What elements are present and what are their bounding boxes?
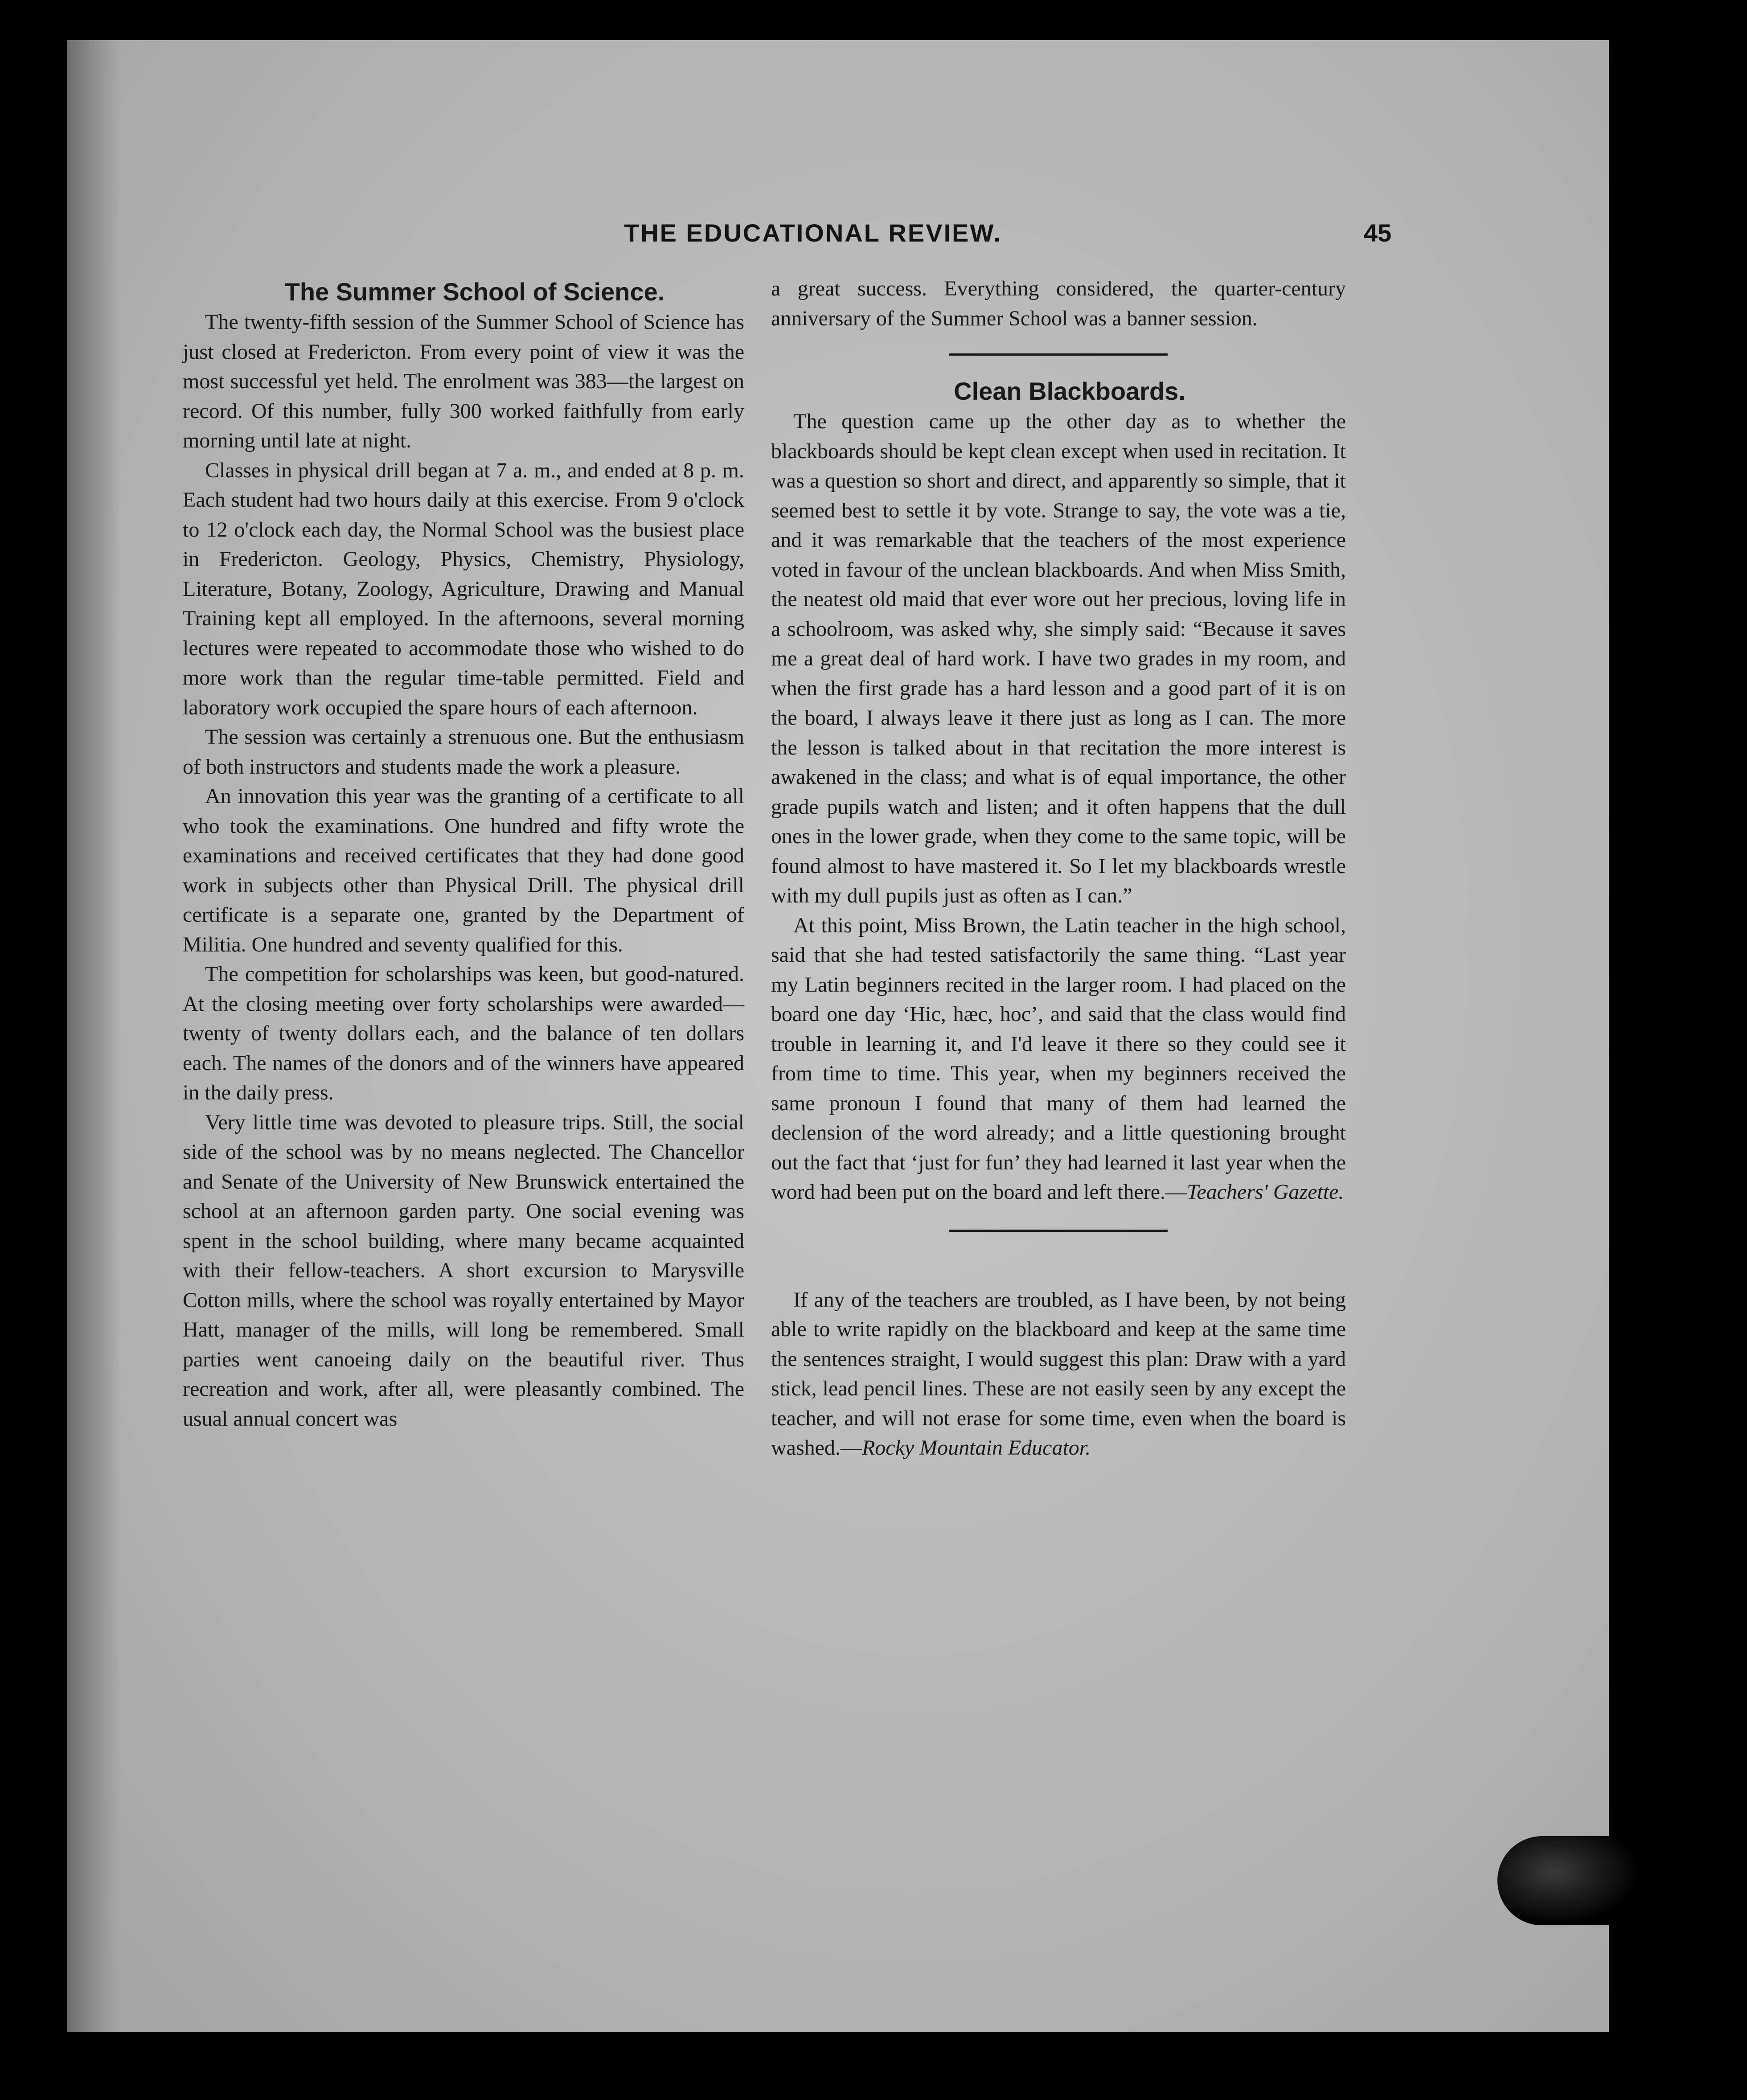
paragraph [771, 1285, 1346, 1463]
source-citation: Rocky Mountain Educator. [861, 1436, 1091, 1460]
paragraph [771, 911, 1346, 1207]
right-column [771, 274, 1346, 1463]
scanner-thumb-shadow [1497, 1836, 1640, 1925]
section-divider [949, 353, 1168, 356]
article-title-summer-school: The Summer School of Science. [284, 278, 665, 306]
paragraph: Classes in physical drill began at 7 a. m., and ended at 8 p. m. Each student had two hours daily at this exercise. From 9 o'clock to 12 o'clock each day, the Normal School was the busiest place in Fredericton. Geology, Physics, Chemistry, Physiology, Literature, Botany, Zoology, Agriculture, Drawing and Manual Training kept all employed. In the afternoons, several morning lectures were repeated to accommodate those who wished to do more work than the regular time-table permitted. Field and laboratory work occupied the spare hours of each afternoon. [183, 458, 744, 719]
paragraph: An innovation this year was the granting of a certificate to all who took the examinations. One hundred and fifty wrote the examinations and received certificates that they had done good work in subjects other than Physical Drill. The physical drill certificate is a separate one, granted by the Department of Militia. One hundred and seventy qualified for this. [183, 784, 744, 956]
article-title-clean-blackboards: Clean Blackboards. [954, 377, 1185, 405]
page-number: 45 [1364, 219, 1392, 247]
running-title: THE EDUCATIONAL REVIEW. [624, 219, 1002, 247]
paragraph-continuation: a great success. Everything considered, the quarter-century anniversary of the Summer School was a banner session. [771, 277, 1346, 330]
paragraph: The question came up the other day as to whether the blackboards should be kept clean except when used in recitation. It was a question so short and direct, and apparently so simple, that it seemed best to settle it by vote. Strange to say, the vote was a tie, and it was remarkable that the teachers of the most experience voted in favour of the unclean blackboards. And when Miss Smith, the neatest old maid that ever wore out her precious, loving life in a schoolroom, was asked why, she simply said: “Because it saves me a great deal of hard work. I have two grades in my room, and when the first grade has a hard lesson and a good part of it is on the board, I always leave it there just as long as I can. The more the lesson is talked about in that recitation the more interest is awakened in the class; and what is of equal importance, the other grade pupils watch and listen; and it often happens that the dull ones in the lower grade, when they come to the same topic, will be found almost to have mastered it. So I let my blackboards wrestle with my dull pupils just as often as I can.” [771, 410, 1346, 907]
paragraph: The session was certainly a strenuous one. But the enthusiasm of both instructors and students made the work a pleasure. [183, 725, 744, 779]
paragraph-text: At this point, Miss Brown, the Latin teacher in the high school, said that she had tested satisfactorily the same thing. “Last year my Latin beginners recited in the larger room. I had placed on the board one day ‘Hic, hæc, hoc’, and said that the class would find trouble in learning it, and I'd leave it there so they could see it from time to time. This year, when my beginners received the same pronoun I found that many of them had learned the declension of the word already; and a little questioning brought out the fact that ‘just for fun’ they had learned it last year when the word had been put on the board and left there.— [771, 913, 1346, 1204]
paragraph: The competition for scholarships was keen, but good-natured. At the closing meeting over forty scholarships were awarded—twenty of twenty dollars each, and the balance of ten dollars each. The names of the donors and of the winners have appeared in the daily press. [183, 962, 744, 1104]
section-divider [949, 1230, 1168, 1232]
source-citation: Teachers' Gazette. [1187, 1180, 1344, 1204]
left-column [183, 276, 744, 1434]
page-spine-shadow [67, 40, 120, 2032]
paragraph: The twenty-fifth session of the Summer School of Science has just closed at Fredericton. From every point of view it was the most successful yet held. The enrolment was 383—the largest on record. Of this number, fully 300 worked faithfully from early morning until late at night. [183, 310, 744, 452]
paragraph-text: If any of the teachers are troubled, as I have been, by not being able to write rapidly on the blackboard and keep at the same time the sentences straight, I would suggest this plan: Draw with a yard stick, lead pencil lines. These are not easily seen by any except the teacher, and will not erase for some time, even when the board is washed.— [771, 1288, 1346, 1460]
paragraph: Very little time was devoted to pleasure trips. Still, the social side of the school was by no means neglected. The Chancellor and Senate of the University of New Brunswick entertained the school at an afternoon garden party. One social evening was spent in the school building, where many became acquainted with their fellow-teachers. A short excursion to Marysville Cotton mills, where the school was royally entertained by Mayor Hatt, manager of the mills, will long be remembered. Small parties went canoeing daily on the beautiful river. Thus recreation and work, after all, were pleasantly combined. The usual annual concert was [183, 1110, 744, 1431]
